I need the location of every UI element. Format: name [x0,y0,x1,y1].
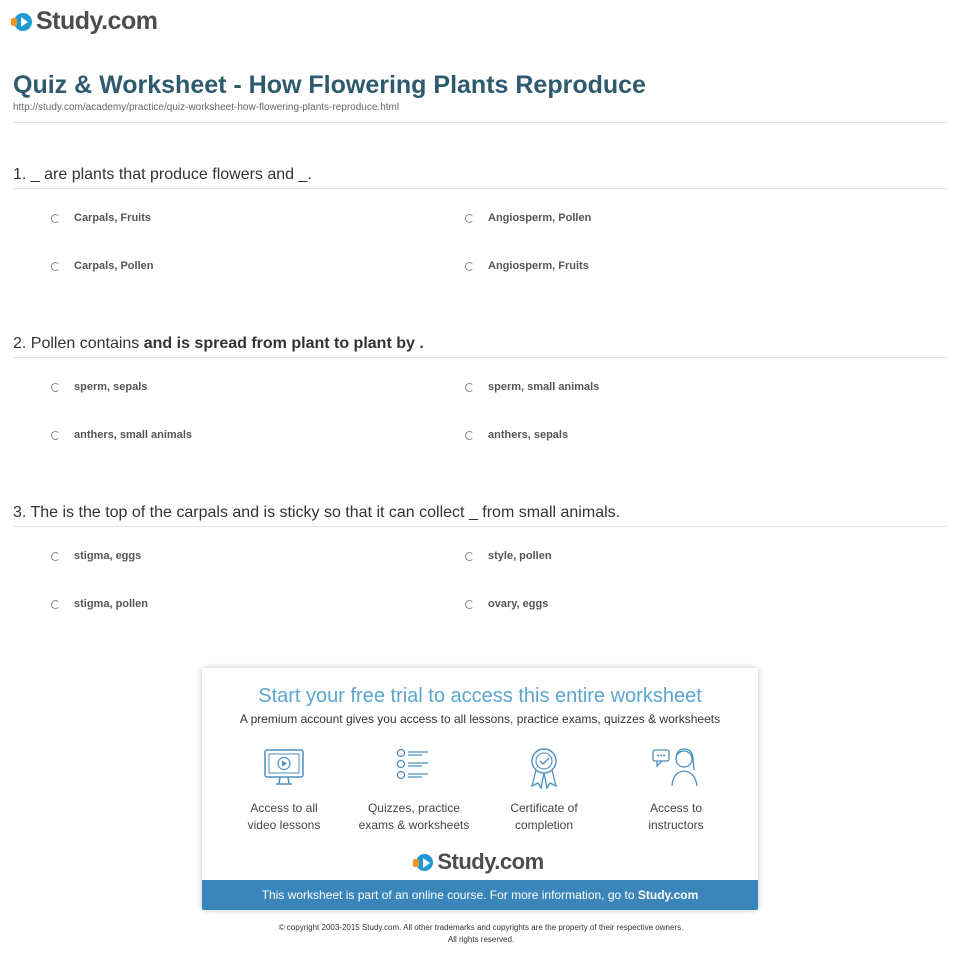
question-3-option-4[interactable] [465,598,548,610]
feature-video-lessons [214,746,354,834]
feature-instructors [606,746,746,834]
question-2-option-1[interactable] [51,381,147,393]
video-lesson-icon [262,746,306,790]
question-2-text: 2. Pollen contains [13,335,144,352]
promo-footer-banner[interactable] [202,880,758,910]
question-3 [13,504,620,522]
page-title: Quiz & Worksheet - How Flowering Plants Reproduce [13,71,646,99]
promo-heading[interactable]: Start your free trial to access this entire worksheet [258,685,702,707]
radio-button[interactable] [465,600,474,609]
radio-button[interactable] [465,262,474,271]
radio-button[interactable] [51,431,60,440]
option-label: sperm, sepals [74,381,148,393]
question-2-divider [13,357,948,358]
study-play-icon [14,13,32,31]
radio-button[interactable] [465,431,474,440]
copyright-notice: © copyright 2003-2015 Study.com. All other trademarks and copyrights are the property of their respective owners. All rights reserved. [278,923,684,944]
question-2-option-2[interactable] [465,381,599,393]
option-label: anthers, small animals [74,429,192,441]
radio-button[interactable] [51,214,60,223]
question-1-option-4[interactable] [465,260,589,272]
question-2-bold: and is spread from plant to plant by . [143,335,424,352]
radio-button[interactable] [51,262,60,271]
free-trial-promo[interactable] [202,668,758,910]
question-3-divider [13,526,948,527]
radio-button[interactable] [465,552,474,561]
study-play-icon [416,854,433,871]
promo-study-logo[interactable] [202,849,758,875]
question-3-option-2[interactable] [465,550,552,562]
option-label: Carpals, Fruits [74,212,152,224]
radio-button[interactable] [51,383,60,392]
feature-quizzes [344,746,484,834]
feature-certificate [474,746,614,834]
option-label: stigma, eggs [74,550,142,562]
option-label: ovary, eggs [488,598,549,610]
study-logo[interactable] [14,7,157,36]
quiz-list-icon [392,746,436,790]
promo-footer-link[interactable]: Study.com [637,888,699,902]
feature-label: Access to all video lessons [247,801,321,832]
question-1-option-3[interactable] [51,260,153,272]
question-2-option-4[interactable] [465,429,568,441]
option-label: style, pollen [488,550,552,562]
promo-subheading: A premium account gives you access to all lessons, practice exams, quizzes & worksheets [239,712,721,726]
feature-label: Access to instructors [648,801,704,832]
option-label: Angiosperm, Pollen [488,212,592,224]
radio-button[interactable] [465,214,474,223]
radio-button[interactable] [465,383,474,392]
instructor-icon [651,746,701,790]
question-3-option-1[interactable] [51,550,141,562]
feature-label: Quizzes, practice exams & worksheets [358,801,470,832]
option-label: sperm, small animals [488,381,600,393]
certificate-icon [522,746,566,790]
question-3-text: 3. The is the top of the carpals and is sticky so that it can collect _ from small animals. [13,504,621,521]
question-2 [13,335,424,353]
promo-footer-text: This worksheet is part of an online course. For more information, go to [261,888,638,902]
question-2-option-3[interactable] [51,429,192,441]
question-1-text: 1. _ are plants that produce flowers and _. [13,166,312,183]
option-label: Carpals, Pollen [74,260,154,272]
question-1-option-2[interactable] [465,212,591,224]
promo-logo-text: Study.com [437,849,544,874]
divider [13,122,948,123]
question-1 [13,166,312,184]
question-1-divider [13,188,948,189]
question-1-option-1[interactable] [51,212,151,224]
question-3-option-3[interactable] [51,598,148,610]
radio-button[interactable] [51,552,60,561]
option-label: stigma, pollen [74,598,148,610]
feature-label: Certificate of completion [510,801,578,832]
page-url[interactable]: http://study.com/academy/practice/quiz-worksheet-how-flowering-plants-reproduce.html [13,102,400,113]
radio-button[interactable] [51,600,60,609]
logo-text: Study.com [36,7,158,35]
option-label: Angiosperm, Fruits [488,260,589,272]
option-label: anthers, sepals [488,429,569,441]
